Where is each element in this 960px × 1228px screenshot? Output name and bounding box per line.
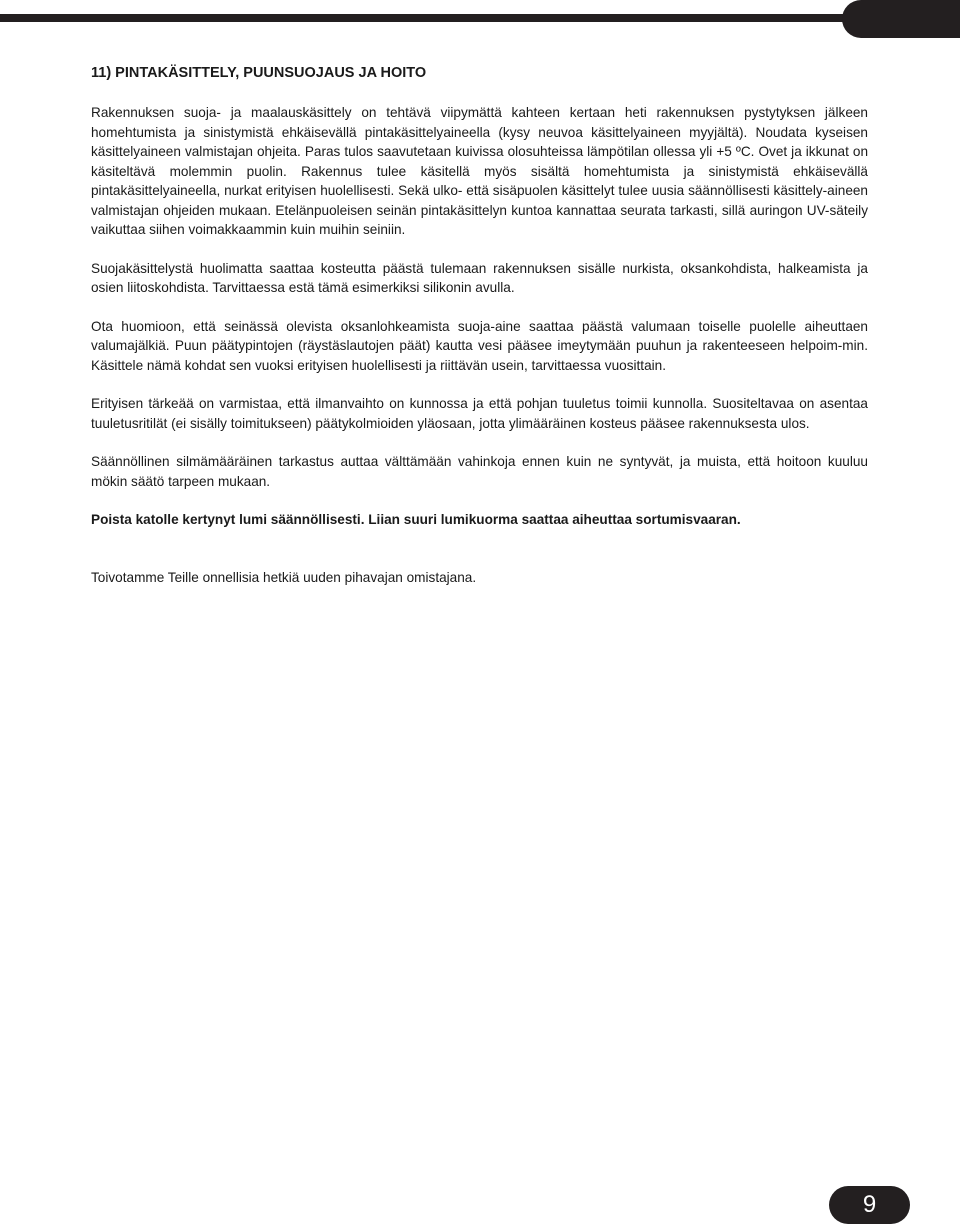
paragraph-inspection: Säännöllinen silmämääräinen tarkastus auttaa välttämään vahinkoja ennen kuin ne syntyvät, ja muista, että hoitoon kuuluu mökin säätö tarpeen mukaan. bbox=[91, 454, 868, 489]
page-content bbox=[91, 63, 868, 606]
paragraph-treatment: Rakennuksen suoja- ja maalauskäsittely on tehtävä viipymättä kahteen kertaan heti rakennuksen pystytyksen jälkeen homehtumista ja sinistymistä ehkäisevällä pintakäsittelyaineella (kysy neuvoa käsittelyaineen myyjältä). Noudata kyseisen käsittelyaineen valmistajan ohjeita. Paras tulos saavutetaan kuivissa olosuhteissa lämpötilan ollessa yli +5 ºC. Ovet ja ikkunat on käsiteltävä molemmin puolin. Rakennus tulee käsitellä myös sisältä homehtumista ja sinistymistä ehkäisevällä pintakäsittelyaineella, nurkat erityisen huolellisesti. Sekä ulko- että sisäpuolen käsittelyt tulee uusia säännöllisesti käsittely-aineen valmistajan ohjeiden mukaan. Etelänpuoleisen seinän pintakäsittelyn kuntoa kannattaa seurata tarkasti, sillä auringon UV-säteily vaikuttaa siihen voimakkaammin kuin muihin seiniin. bbox=[91, 105, 868, 237]
paragraph-moisture: Suojakäsittelystä huolimatta saattaa kosteutta päästä tulemaan rakennuksen sisälle nurkista, oksankohdista, halkeamista ja osien liitoskohdista. Tarvittaessa estä tämä esimerkiksi silikonin avulla. bbox=[91, 260, 868, 295]
closing-text: Toivotamme Teille onnellisia hetkiä uuden pihavajan omistajana. bbox=[91, 569, 477, 585]
section-heading: 11) PINTAKÄSITTELY, PUUNSUOJAUS JA HOITO bbox=[91, 65, 427, 81]
page-number: 9 bbox=[829, 1186, 910, 1224]
paragraph-ventilation: Erityisen tärkeää on varmistaa, että ilmanvaihto on kunnossa ja että pohjan tuuletus toimii kunnolla. Suositeltavaa on asentaa tuuletusritilät (ei sisälly toimitukseen) päätykolmioiden yläosaan, jotta ylimääräinen kosteus pääsee rakennuksesta ulos. bbox=[91, 396, 868, 431]
snow-warning: Poista katolle kertynyt lumi säännöllisesti. Liian suuri lumikuorma saattaa aiheuttaa sortumisvaaran. bbox=[91, 512, 741, 527]
paragraph-knots: Ota huomioon, että seinässä olevista oksanlohkeamista suoja-aine saattaa päästä valumaan toiselle puolelle aiheuttaen valumajälkiä. Puun päätypintojen (räystäslautojen päät) kautta vesi pääsee imeytymään puuhun ja rakenteeseen helpoim-min. Käsittele nämä kohdat sen vuoksi erityisen huolellisesti ja riittävän usein, tarvittaessa vuosittain. bbox=[91, 318, 868, 373]
header-tab bbox=[842, 0, 960, 38]
header-rule bbox=[0, 14, 860, 22]
